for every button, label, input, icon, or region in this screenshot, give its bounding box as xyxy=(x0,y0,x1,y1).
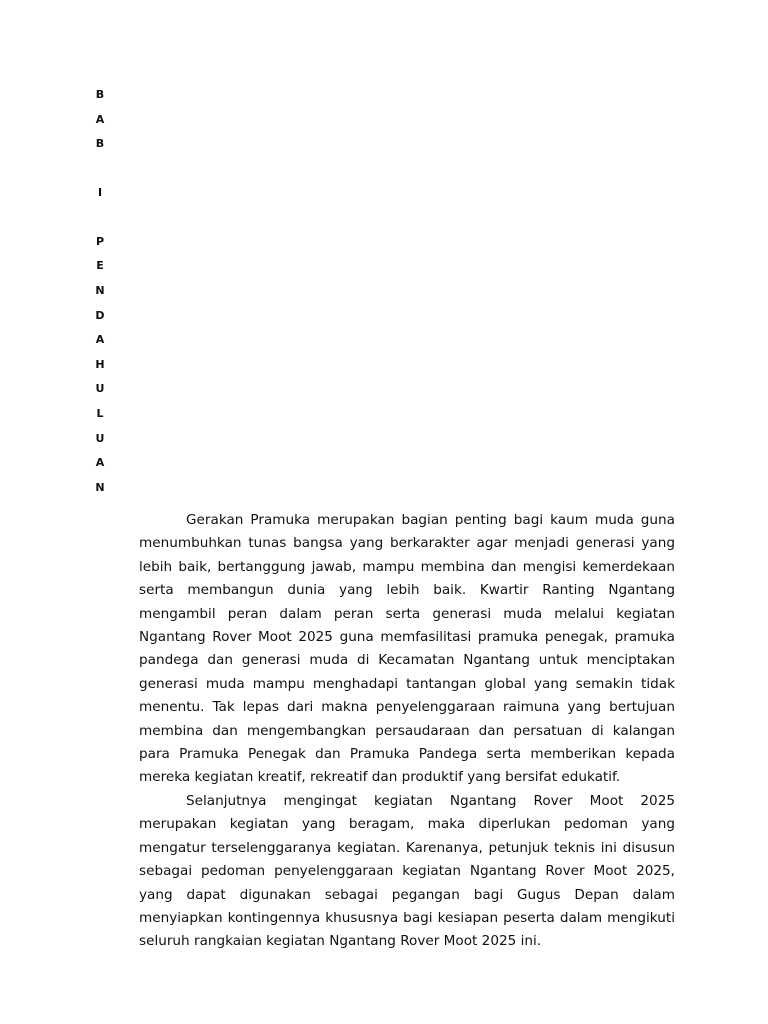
heading-letter: A xyxy=(95,333,105,347)
chapter-heading-vertical xyxy=(90,85,110,502)
heading-letter: P xyxy=(95,234,105,248)
heading-letter: U xyxy=(95,431,105,445)
heading-letter: N xyxy=(95,480,105,494)
heading-letter: N xyxy=(95,283,105,297)
heading-letter: A xyxy=(95,456,105,470)
heading-letter: U xyxy=(95,382,105,396)
heading-letter: L xyxy=(96,406,104,420)
heading-letter: D xyxy=(95,308,105,322)
heading-letter: E xyxy=(96,259,104,273)
heading-letter: A xyxy=(95,112,105,126)
paragraph: Selanjutnya mengingat kegiatan Ngantang Rover Moot 2025 merupakan kegiatan yang beragam, maka diperlukan pedoman yang mengatur terselenggaranya kegiatan. Karenanya, petunjuk teknis ini disusun sebagai pedoman penyelenggaraan kegiatan Ngantang Rover Moot 2025, yang dapat digunakan sebagai pegangan bagi Gugus Depan dalam menyiapkan kontingennya khususnya bagi kesiapan peserta dalam mengikuti seluruh rangkaian kegiatan Ngantang Rover Moot 2025 ini. xyxy=(139,792,675,950)
heading-letter: H xyxy=(95,357,105,371)
heading-letter: B xyxy=(95,137,105,151)
heading-letter: I xyxy=(97,185,103,199)
heading-letter: B xyxy=(95,88,105,101)
body-text xyxy=(139,509,675,954)
paragraph: Gerakan Pramuka merupakan bagian penting bagi kaum muda guna menumbuhkan tunas bangsa yang berkarakter agar menjadi generasi yang lebih baik, bertanggung jawab, mampu membina dan mengisi kemerdekaan serta membangun dunia yang lebih baik. Kwartir Ranting Ngantang mengambil peran dalam peran serta generasi muda melalui kegiatan Ngantang Rover Moot 2025 guna memfasilitasi pramuka penegak, pramuka pandega dan generasi muda di Kecamatan Ngantang untuk menciptakan generasi muda mampu menghadapi tantangan global yang semakin tidak menentu. Tak lepas dari makna penyelenggaraan raimuna yang bertujuan membina dan mengembangkan persaudaraan dan persatuan di kalangan para Pramuka Penegak dan Pramuka Pandega serta memberikan kepada mereka kegiatan kreatif, rekreatif dan produktif yang bersifat edukatif. xyxy=(139,512,675,786)
